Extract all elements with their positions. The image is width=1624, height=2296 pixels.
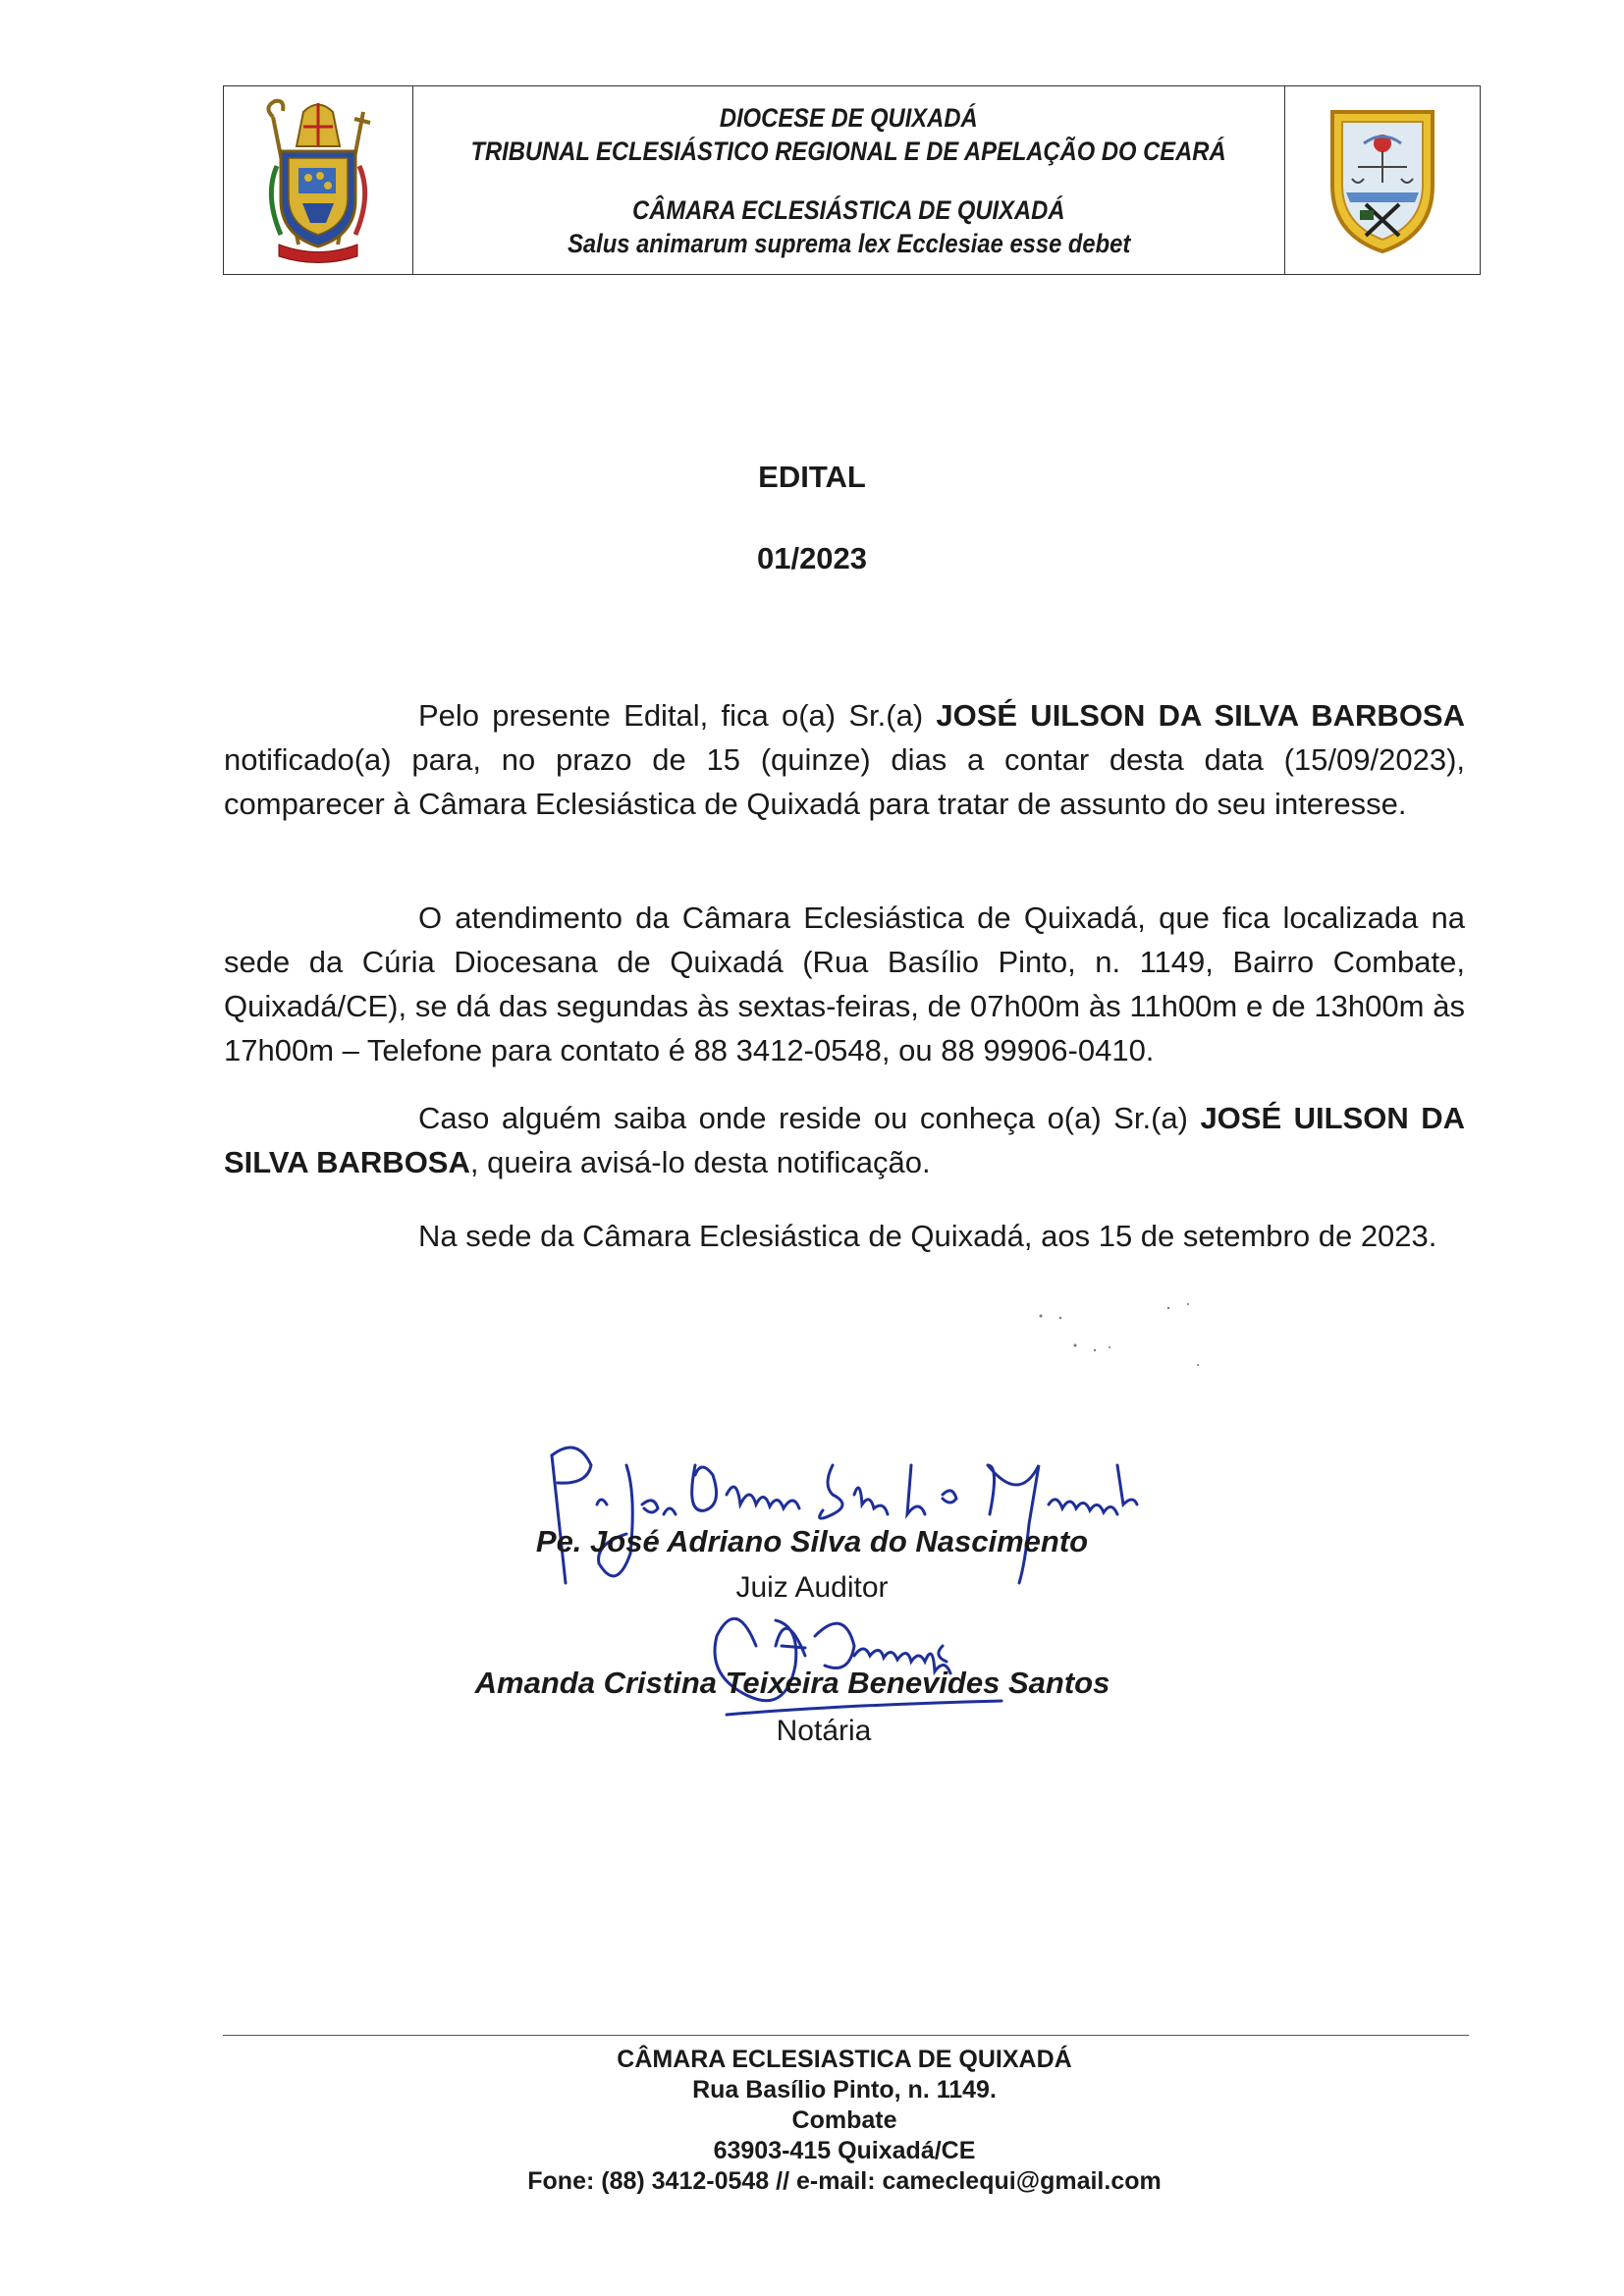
footer-institution: CÂMARA ECLESIASTICA DE QUIXADÁ — [617, 2046, 1072, 2073]
p4-text: Na sede da Câmara Eclesiástica de Quixadá, aos 15 de setembro de 2023. — [418, 1219, 1437, 1253]
signatory-notary-name: Amanda Cristina Teixeira Benevides Santos — [474, 1666, 1110, 1700]
signatory-judge-role: Juiz Auditor — [735, 1571, 889, 1604]
p1-notified-name: JOSÉ UILSON DA SILVA BARBOSA — [936, 698, 1465, 733]
header-right-cell — [1284, 86, 1480, 274]
header-left-cell — [224, 86, 413, 274]
document-title: EDITAL — [758, 460, 866, 494]
footer-contact: Fone: (88) 3412-0548 // e-mail: cameclequi@gmail.com — [527, 2167, 1162, 2195]
footer-address-block — [0, 2045, 1624, 2197]
p3-text-start: Caso alguém saiba onde reside ou conheça o(a) Sr.(a) — [418, 1101, 1201, 1135]
footer-postal-city: 63903-415 Quixadá/CE — [713, 2137, 976, 2164]
footer-district: Combate — [791, 2106, 897, 2134]
document-number: 01/2023 — [756, 541, 868, 575]
header-text-cell — [413, 86, 1284, 274]
document-header — [223, 85, 1481, 275]
p1-text-start: Pelo presente Edital, fica o(a) Sr.(a) — [418, 698, 937, 733]
paragraph-request — [224, 1096, 1465, 1184]
footer-street: Rua Basílio Pinto, n. 1149. — [692, 2076, 997, 2104]
diocese-name: DIOCESE DE QUIXADÁ — [720, 102, 978, 133]
signatory-notary-role: Notária — [776, 1715, 872, 1747]
diocese-coat-of-arms-icon — [259, 97, 377, 264]
paragraph-notification — [224, 693, 1465, 826]
signatory-judge-name: Pe. José Adriano Silva do Nascimento — [535, 1524, 1089, 1558]
header-motto: Salus animarum suprema lex Ecclesiae esse debet — [567, 228, 1131, 258]
camara-name: CÂMARA ECLESIÁSTICA DE QUIXADÁ — [632, 194, 1065, 225]
p3-text-end: , queira avisá-lo desta notificação. — [469, 1145, 931, 1179]
footer-divider — [223, 2035, 1469, 2036]
paragraph-attendance — [224, 896, 1465, 1072]
scan-specks — [1021, 1296, 1218, 1375]
tribunal-shield-icon — [1325, 102, 1440, 259]
p2-text: O atendimento da Câmara Eclesiástica de Quixadá, que fica localizada na sede da Cúria Diocesana de Quixadá (Rua Basílio Pinto, n. 1149, Bairro Combate, Quixadá/CE), se dá das segundas às sextas-feiras, de 07h00m às 11h00m e de 13h00m às 17h00m – Telefone para contato é 88 3412-0548, ou 88 99906-0410. — [224, 901, 1465, 1067]
paragraph-place-date — [224, 1214, 1465, 1258]
p1-text-end: notificado(a) para, no prazo de 15 (quinze) dias a contar desta data (15/09/2023), comparecer à Câmara Eclesiástica de Quixadá para tratar de assunto do seu interesse. — [224, 742, 1465, 821]
p3-notified-name: JOSÉ UILSON DA SILVA BARBOSA — [224, 1101, 1465, 1179]
tribunal-name: TRIBUNAL ECLESIÁSTICO REGIONAL E DE APELAÇÃO DO CEARÁ — [470, 136, 1227, 166]
